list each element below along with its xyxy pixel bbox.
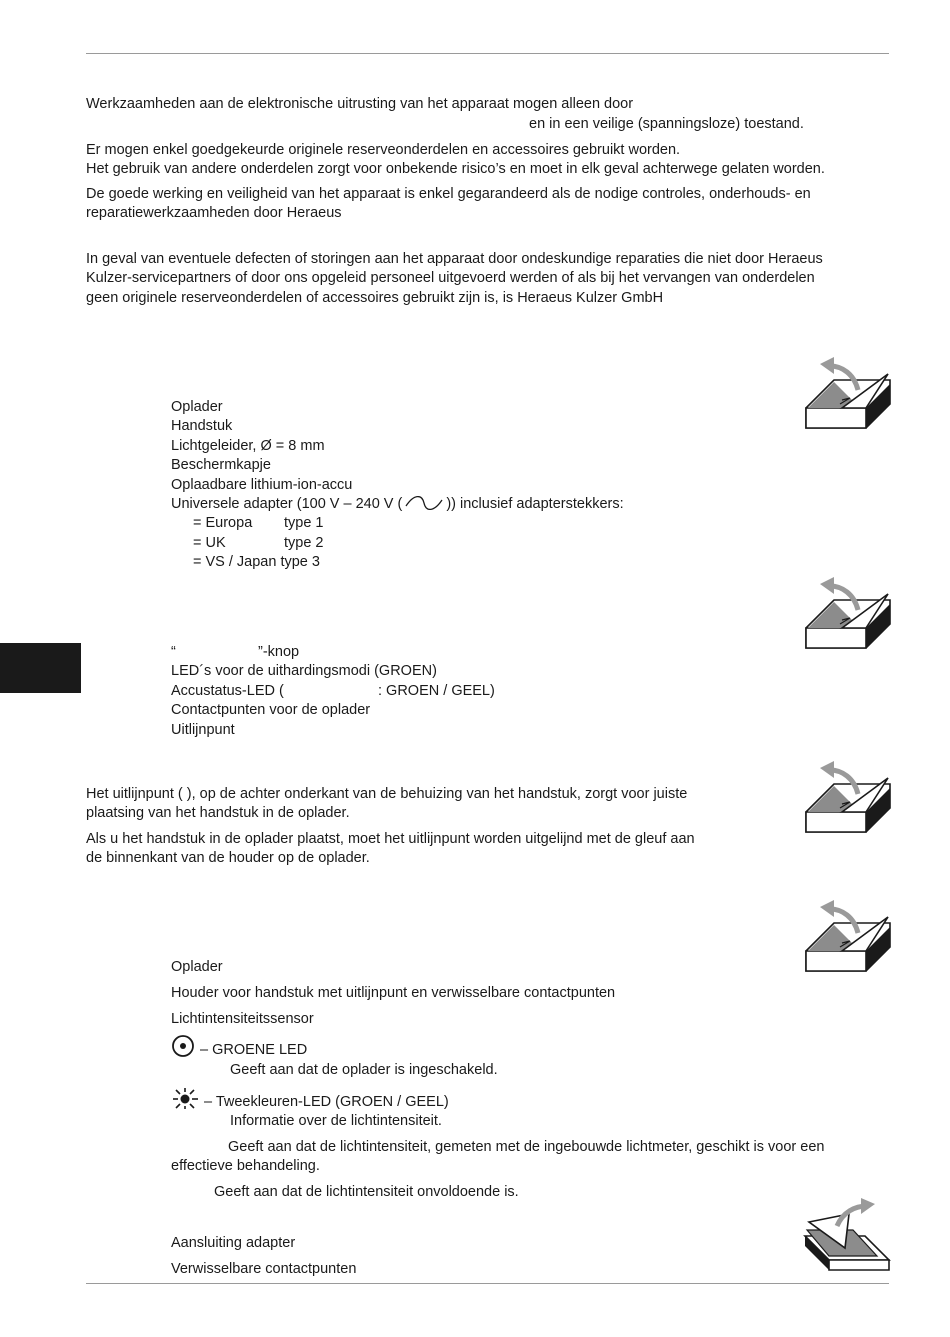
- charger-item-green-led-label: – GROENE LED: [200, 1042, 308, 1058]
- charger-item-light-sensor: Lichtintensiteitssensor: [171, 1011, 314, 1027]
- handpiece-item-alignment-point: Uitlijnpunt: [171, 722, 235, 738]
- handpiece-button-label: ”-knop: [258, 644, 300, 660]
- charger-item-charger: Oplader: [171, 959, 223, 975]
- scope-plug-us-japan: = VS / Japan type 3: [193, 554, 320, 570]
- safety-paragraph-3-line-2: reparatiewerkzaamheden door Heraeus: [86, 205, 342, 221]
- scope-item-charger: Oplader: [171, 399, 223, 415]
- safety-paragraph-4-line-3: geen originele reserveonderdelen of accessoires gebruikt zijn is, is Heraeus Kulzer GmbH: [86, 290, 664, 306]
- charger-yellow-state: Geeft aan dat de lichtintensiteit onvoldoende is.: [214, 1184, 519, 1200]
- bottom-rule: [86, 1283, 889, 1284]
- charger-green-state-line-2: effectieve behandeling.: [171, 1158, 320, 1174]
- charger-item-green-led: [171, 1035, 307, 1061]
- top-rule: [86, 53, 889, 54]
- handpiece-item-curing-leds: LED´s voor de uithardingsmodi (GROEN): [171, 663, 437, 679]
- alternating-current-icon: [404, 496, 444, 510]
- charger-item-holder: Houder voor handstuk met uitlijnpunt en verwisselbare contactpunten: [171, 985, 616, 1001]
- scope-item-adapter-suffix: )) inclusief adapterstekkers:: [446, 496, 624, 512]
- handpiece-quote-open: “: [171, 644, 176, 660]
- scope-item-light-guide: Lichtgeleider, Ø = 8 mm: [171, 438, 325, 454]
- fold-back-page-icon: [803, 1196, 891, 1276]
- fold-out-page-icon: [804, 895, 892, 975]
- handpiece-item-battery-led-suffix: : GROEN / GEEL): [378, 683, 495, 699]
- scope-plug-type-2: type 2: [284, 535, 324, 551]
- fold-out-page-icon: [804, 352, 892, 432]
- charger-bicolor-led-description: Informatie over de lichtintensiteit.: [230, 1113, 442, 1129]
- safety-paragraph-3-line-1: De goede werking en veiligheid van het apparaat is enkel gegarandeerd als de nodige controles, onderhouds- en: [86, 186, 811, 202]
- scope-item-adapter: [171, 495, 624, 515]
- power-led-icon: [171, 1035, 197, 1057]
- safety-paragraph-2-line-1: Er mogen enkel goedgekeurde originele reserveonderdelen en accessoires gebruikt worden.: [86, 142, 681, 158]
- light-led-icon: [171, 1087, 201, 1109]
- scope-item-adapter-label: Universele adapter (100 V – 240 V (: [171, 496, 403, 512]
- scope-plug-europe: = Europa: [193, 515, 253, 531]
- scope-item-battery: Oplaadbare lithium-ion-accu: [171, 477, 353, 493]
- charger-item-bicolor-led-label: – Tweekleuren-LED (GROEN / GEEL): [204, 1094, 449, 1110]
- language-tab-marker: [0, 643, 81, 693]
- charger-item-adapter-socket: Aansluiting adapter: [171, 1235, 296, 1251]
- charger-green-led-description: Geeft aan dat de oplader is ingeschakeld.: [230, 1062, 498, 1078]
- alignment-line-1: Het uitlijnpunt ( ), op de achter onderkant van de behuizing van het handstuk, zorgt voor juiste: [86, 786, 688, 802]
- scope-item-handpiece: Handstuk: [171, 418, 233, 434]
- scope-plug-uk: = UK: [193, 535, 226, 551]
- charger-green-state-line-1: Geeft aan dat de lichtintensiteit, gemeten met de ingebouwde lichtmeter, geschikt is voor een: [228, 1139, 825, 1155]
- safety-paragraph-1-line-2: en in een veilige (spanningsloze) toestand.: [529, 116, 804, 132]
- safety-paragraph-4-line-1: In geval van eventuele defecten of storingen aan het apparaat door ondeskundige reparaties die niet door Heraeus: [86, 251, 823, 267]
- fold-out-page-icon: [804, 572, 892, 652]
- handpiece-item-battery-led: Accustatus-LED (: [171, 683, 284, 699]
- scope-item-protective-cap: Beschermkapje: [171, 457, 271, 473]
- alignment-line-4: de binnenkant van de houder op de oplader.: [86, 850, 370, 866]
- safety-paragraph-1-line-1: Werkzaamheden aan de elektronische uitrusting van het apparaat mogen alleen door: [86, 96, 634, 112]
- handpiece-item-contacts: Contactpunten voor de oplader: [171, 702, 371, 718]
- fold-out-page-icon: [804, 756, 892, 836]
- scope-plug-type-1: type 1: [284, 515, 324, 531]
- alignment-line-2: plaatsing van het handstuk in de oplader.: [86, 805, 350, 821]
- alignment-line-3: Als u het handstuk in de oplader plaatst, moet het uitlijnpunt worden uitgelijnd met de gleuf aan: [86, 831, 695, 847]
- charger-item-bicolor-led: [171, 1087, 449, 1113]
- charger-item-contacts: Verwisselbare contactpunten: [171, 1261, 357, 1277]
- safety-paragraph-4-line-2: Kulzer-servicepartners of door ons opgeleid personeel uitgevoerd werden of als bij het vervangen van onderdelen: [86, 270, 815, 286]
- safety-paragraph-2-line-2: Het gebruik van andere onderdelen zorgt voor onbekende risico’s en moet in elk geval achterwege gelaten worden.: [86, 161, 825, 177]
